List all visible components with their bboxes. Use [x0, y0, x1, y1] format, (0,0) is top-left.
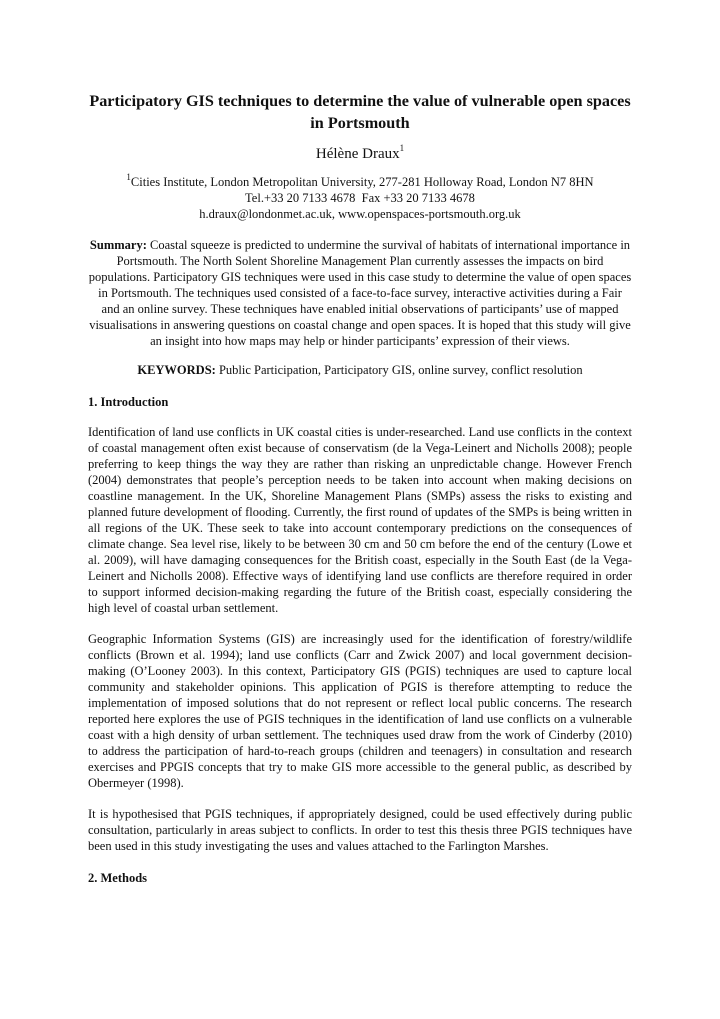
affiliation-contact: h.draux@londonmet.ac.uk, www.openspaces-portsmouth.org.uk — [199, 207, 521, 221]
affiliation-institution-line — [88, 171, 632, 190]
summary-text: Coastal squeeze is predicted to undermine the survival of habitats of international importance in Portsmouth. The North Solent Shoreline Management Plan currently assesses the impacts on bird populations. Participatory GIS techniques were used in this case study to determine the value of open spaces in Portsmouth. The techniques used consisted of a face-to-face survey, interactive activities during a Fair and an online survey. These techniques have enabled initial observations of participants’ use of mapped visualisations in answering questions on coastal change and open spaces. It is hoped that this study will give an insight into how maps may help or hinder participants’ expression of their views. — [88, 238, 632, 348]
author-name: Hélène Draux — [315, 146, 400, 162]
affiliation-institution: Cities Institute, London Metropolitan University, 277-281 Holloway Road, London N7 8HN — [130, 175, 594, 189]
keywords-text: Public Participation, Participatory GIS, online survey, conflict resolution — [218, 363, 583, 377]
affiliation-mark: 1 — [126, 171, 131, 182]
author-affiliation-mark: 1 — [399, 143, 405, 153]
introduction-paragraph-2: Geographic Information Systems (GIS) are increasingly used for the identification of forestry/wildlife conflicts (Brown et al. 1994); land use conflicts (Carr and Zwick 2007) and local government decision-making (O’Looney 2003). In this context, Participatory GIS (PGIS) techniques are used to capture local community and stakeholder opinions. This application of PGIS is therefore attempting to reduce the implementation of imposed solutions that do not represent or reflect local public concerns. The research reported here explores the use of PGIS techniques in the identification of land use conflicts on a vulnerable coast with a high density of urban settlement. The techniques used draw from the work of Cinderby (2010) to address the participation of hard-to-reach groups (children and teenagers) in consultation and research exercises and PPGIS concepts that try to make GIS more accessible to the general public, as described by Obermeyer (1998). — [88, 632, 632, 790]
keywords-line — [88, 362, 632, 378]
paper-title: Participatory GIS techniques to determine the value of vulnerable open spaces in Portsmouth — [89, 92, 631, 132]
paper-page — [88, 90, 632, 886]
introduction-paragraph-1: Identification of land use conflicts in UK coastal cities is under-researched. Land use conflicts in the context of coastal management often exist because of conservatism (de la Vega-Leinert and Nicholls 2008); people preferring to keep things the way they are rather than risking an unpredictable change. However French (2004) demonstrates that people’s perception needs to be taken into account when making decisions on coastline management. In the UK, Shoreline Management Plans (SMPs) assess the risks to existing and planned future development of flooding. Currently, the first round of updates of the SMPs is being written in all regions of the UK. These seek to take into account contemporary predictions on the consequences of climate change. Sea level rise, likely to be between 30 cm and 50 cm before the end of the century (Lowe et al. 2009), will have damaging consequences for the British coast, especially in the South East (de la Vega-Leinert and Nicholls 2008). Effective ways of identifying land use conflicts are therefore required in order to support informed decision-making regarding the future of the British coast, especially considering the high level of coastal urban settlement. — [88, 425, 632, 615]
author-line — [88, 145, 632, 164]
keywords-label: KEYWORDS: — [137, 363, 216, 377]
summary-abstract — [88, 237, 632, 349]
affiliation-block — [88, 171, 632, 222]
affiliation-phone-fax: Tel.+33 20 7133 4678 Fax +33 20 7133 4678 — [245, 191, 475, 205]
introduction-paragraph-3: It is hypothesised that PGIS techniques, if appropriately designed, could be used effectively during public consultation, particularly in areas subject to conflicts. In order to test this thesis three PGIS techniques have been used in this study investigating the uses and values attached to the Farlington Marshes. — [88, 807, 632, 853]
methods-heading: 2. Methods — [88, 871, 148, 885]
summary-label: Summary: — [89, 238, 147, 252]
introduction-heading: 1. Introduction — [88, 395, 169, 409]
